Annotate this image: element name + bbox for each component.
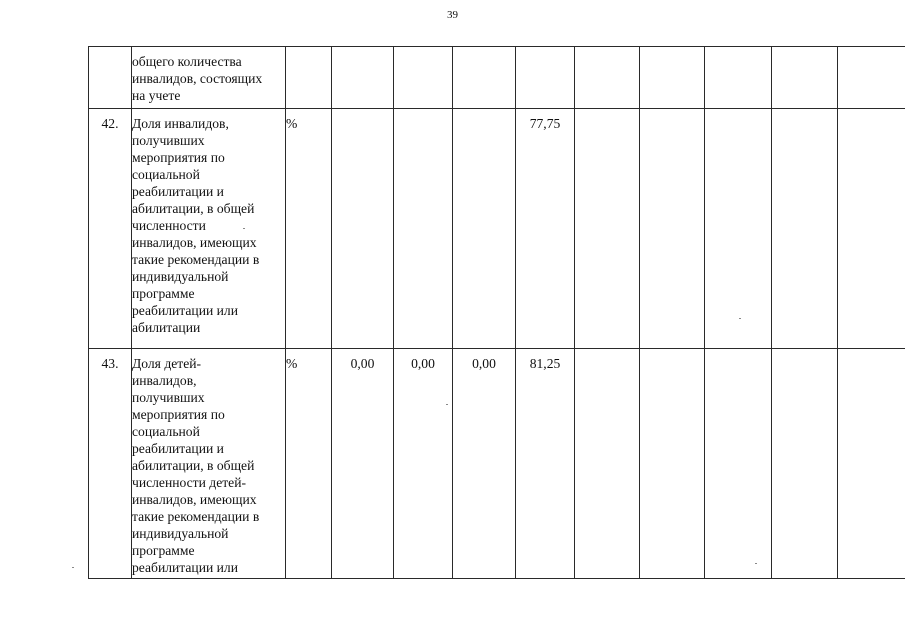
value-cell (394, 47, 453, 109)
value-cell (332, 109, 394, 349)
value-cell (575, 47, 640, 109)
value-cell: 81,25 (516, 349, 575, 579)
value-cell: 0,00 (394, 349, 453, 579)
table-row-42 (89, 109, 905, 349)
value-cell (575, 349, 640, 579)
value-cell (772, 109, 838, 349)
scan-speck (72, 567, 74, 568)
value-cell (640, 349, 705, 579)
value-cell (640, 47, 705, 109)
scan-speck (739, 318, 741, 319)
value-cell (516, 47, 575, 109)
value-cell (705, 47, 772, 109)
value-cell (453, 109, 516, 349)
value-cell: 0,00 (332, 349, 394, 579)
indicator-name-cell: Доля детей- инвалидов, получивших мероприятия по социальной реабилитации и абилитации, в общей численности детей- инвалидов, имеющих такие рекомендации в индивидуальной программе реабилитации или (132, 349, 286, 579)
value-cell (705, 109, 772, 349)
value-cell (838, 349, 905, 579)
value-cell (772, 349, 838, 579)
value-cell (705, 349, 772, 579)
value-cell (838, 109, 905, 349)
table-row-continuation (89, 47, 905, 109)
scan-speck (243, 228, 245, 229)
row-number-cell (89, 47, 132, 109)
value-cell (640, 109, 705, 349)
page-number: 39 (447, 9, 458, 21)
indicator-name-cell: общего количества инвалидов, состоящих на учете (132, 47, 286, 109)
unit-cell: % (286, 349, 332, 579)
value-cell: 77,75 (516, 109, 575, 349)
value-cell (772, 47, 838, 109)
unit-cell (286, 47, 332, 109)
scan-speck (755, 563, 757, 564)
row-number-cell: 43. (89, 349, 132, 579)
value-cell (453, 47, 516, 109)
table-row-43 (89, 349, 905, 579)
value-cell (394, 109, 453, 349)
value-cell (838, 47, 905, 109)
value-cell: 0,00 (453, 349, 516, 579)
value-cell (332, 47, 394, 109)
scan-speck (446, 404, 448, 405)
indicator-name-cell: Доля инвалидов, получивших мероприятия по социальной реабилитации и абилитации, в общей численности инвалидов, имеющих такие рекомендации в индивидуальной программе реабилитации или абилитации (132, 109, 286, 349)
value-cell (575, 109, 640, 349)
unit-cell: % (286, 109, 332, 349)
indicators-table (88, 46, 905, 579)
row-number-cell: 42. (89, 109, 132, 349)
